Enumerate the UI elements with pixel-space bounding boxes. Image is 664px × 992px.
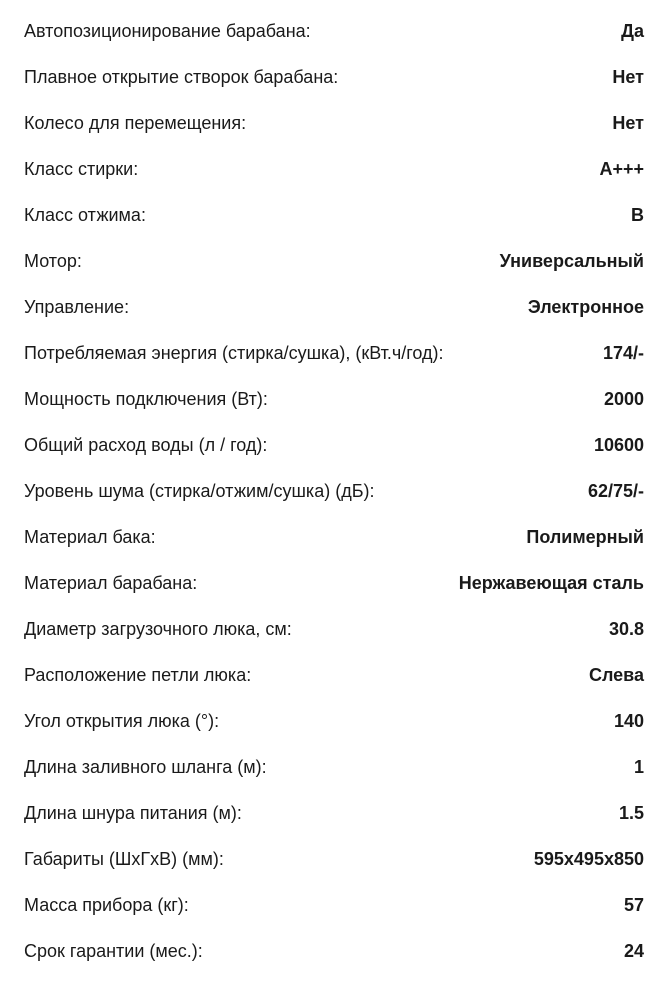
- spec-label: Автопозиционирование барабана:: [24, 20, 311, 41]
- spec-value: 1: [633, 756, 644, 777]
- spec-label: Длина заливного шланга (м):: [24, 756, 267, 777]
- spec-label: Колесо для перемещения:: [24, 112, 247, 133]
- spec-row-inlet-hose-length: [24, 744, 644, 790]
- spec-row-wash-class: [24, 146, 644, 192]
- spec-label: Габариты (ШxГxВ) (мм):: [24, 848, 224, 869]
- spec-row-tank-material: [24, 514, 644, 560]
- spec-label: Общий расход воды (л / год):: [24, 434, 268, 455]
- spec-value: 10600: [593, 434, 644, 455]
- spec-row-spin-class: [24, 192, 644, 238]
- spec-value: 140: [613, 710, 644, 731]
- spec-row-motor: [24, 238, 644, 284]
- spec-label: Срок гарантии (мес.):: [24, 940, 203, 961]
- spec-label: Класс стирки:: [24, 158, 139, 179]
- spec-value: Нет: [612, 112, 644, 133]
- spec-value: Нет: [612, 66, 644, 87]
- spec-value: 595x495x850: [533, 848, 644, 869]
- spec-row-door-hinge: [24, 652, 644, 698]
- spec-label: Класс отжима:: [24, 204, 146, 225]
- spec-label: Материал бака:: [24, 526, 156, 547]
- spec-label: Уровень шума (стирка/отжим/сушка) (дБ):: [24, 480, 375, 501]
- spec-row-power: [24, 376, 644, 422]
- spec-list: [24, 8, 644, 974]
- spec-value: Слева: [588, 664, 644, 685]
- spec-label: Диаметр загрузочного люка, см:: [24, 618, 292, 639]
- spec-label: Материал барабана:: [24, 572, 198, 593]
- spec-value: 62/75/-: [587, 480, 644, 501]
- spec-row-door-diameter: [24, 606, 644, 652]
- spec-label: Плавное открытие створок барабана:: [24, 66, 339, 87]
- spec-value: Электронное: [527, 296, 644, 317]
- spec-value: Полимерный: [526, 526, 644, 547]
- spec-row-control: [24, 284, 644, 330]
- spec-value: Да: [621, 20, 644, 41]
- spec-value: Универсальный: [499, 250, 644, 271]
- spec-row-soft-drum-opening: [24, 54, 644, 100]
- spec-label: Мотор:: [24, 250, 82, 271]
- spec-row-drum-material: [24, 560, 644, 606]
- spec-row-dimensions: [24, 836, 644, 882]
- spec-label: Управление:: [24, 296, 130, 317]
- spec-row-warranty: [24, 928, 644, 974]
- spec-value: A+++: [599, 158, 644, 179]
- spec-label: Потребляемая энергия (стирка/сушка), (кВт.ч/год):: [24, 342, 444, 363]
- spec-label: Длина шнура питания (м):: [24, 802, 242, 823]
- spec-row-wheels: [24, 100, 644, 146]
- spec-row-water-consumption: [24, 422, 644, 468]
- spec-value: 30.8: [608, 618, 644, 639]
- spec-row-weight: [24, 882, 644, 928]
- spec-value: 174/-: [602, 342, 644, 363]
- spec-label: Мощность подключения (Вт):: [24, 388, 268, 409]
- spec-value: 1.5: [618, 802, 644, 823]
- spec-row-energy-consumption: [24, 330, 644, 376]
- spec-label: Масса прибора (кг):: [24, 894, 189, 915]
- spec-row-drum-autopositioning: [24, 8, 644, 54]
- spec-row-power-cord-length: [24, 790, 644, 836]
- spec-value: 24: [623, 940, 644, 961]
- spec-row-door-angle: [24, 698, 644, 744]
- spec-value: 57: [623, 894, 644, 915]
- spec-label: Расположение петли люка:: [24, 664, 252, 685]
- spec-row-noise-level: [24, 468, 644, 514]
- spec-value: 2000: [603, 388, 644, 409]
- spec-label: Угол открытия люка (°):: [24, 710, 220, 731]
- spec-value: B: [631, 204, 644, 225]
- spec-value: Нержавеющая сталь: [458, 572, 644, 593]
